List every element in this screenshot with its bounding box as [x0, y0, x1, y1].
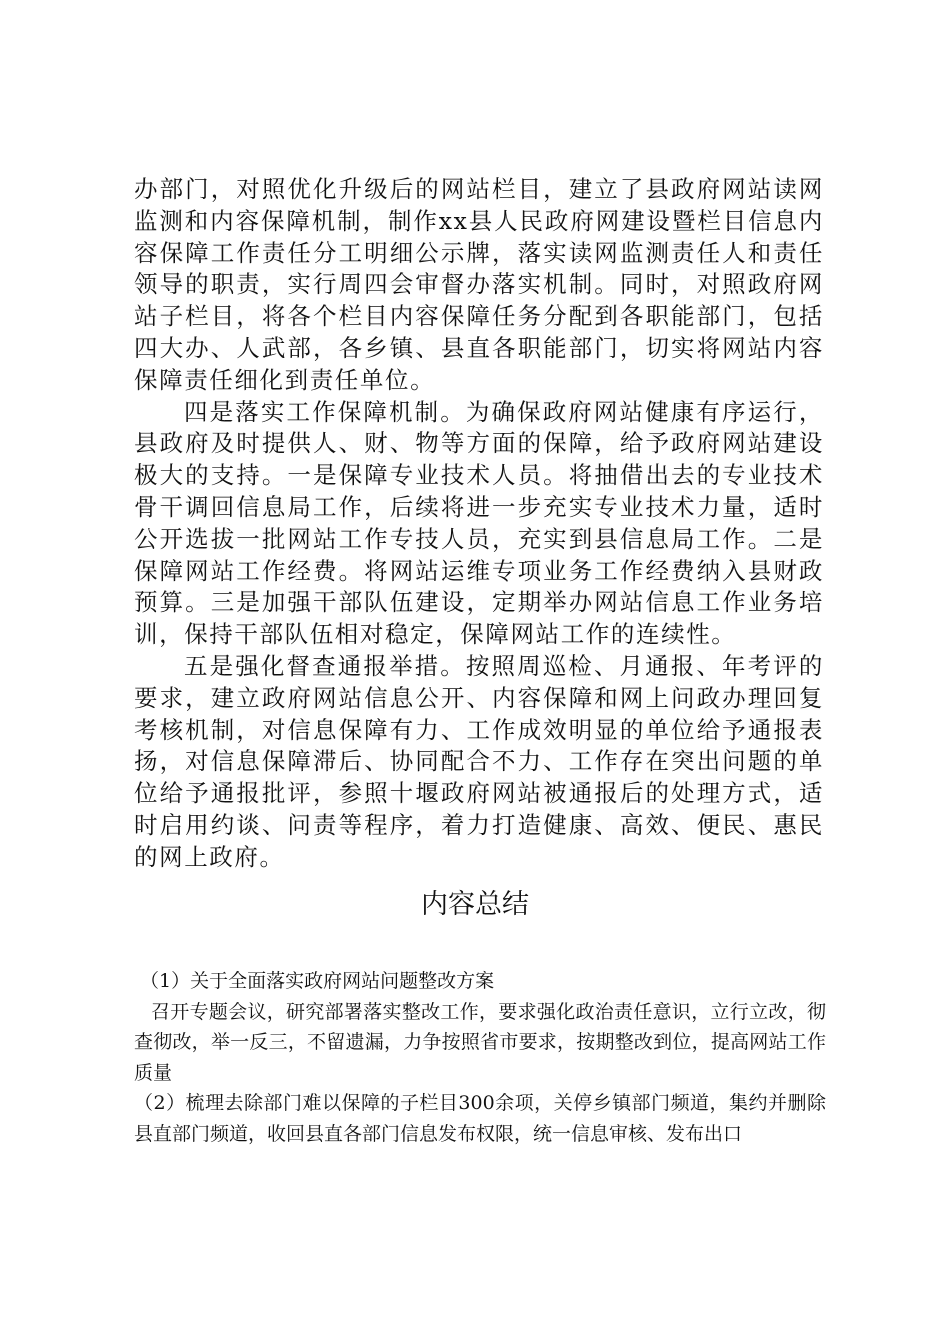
- body-paragraph-supervision-measures: 五是强化督查通报举措。按照周巡检、月通报、年考评的要求，建立政府网站信息公开、内容保障和网上问政办理回复考核机制，对信息保障有力、工作成效明显的单位给予通报表扬，对信息保障滞后、协同配合不力、工作存在突出问题的单位给予通报批评，参照十堰政府网站被通报后的处理方式，适时启用约谈、问责等程序，着力打造健康、高效、便民、惠民的网上政府。: [134, 651, 824, 871]
- summary-section: [134, 966, 826, 1149]
- summary-item-1-heading: （1）关于全面落实政府网站问题整改方案: [140, 970, 495, 992]
- summary-item-2-heading: （2）梳理去除部门难以保障的子栏目300余项，关停乡镇部门频道，集约并删除县直部门频道，收回县直各部门信息发布权限，统一信息审核、发布出口: [134, 1092, 826, 1145]
- body-paragraph-continued: 办部门，对照优化升级后的网站栏目，建立了县政府网站读网监测和内容保障机制，制作xx县人民政府网建设暨栏目信息内容保障工作责任分工明细公示牌，落实读网监测责任人和责任领导的职责，实行周四会审督办落实机制。同时，对照政府网站子栏目，将各个栏目内容保障任务分配到各职能部门，包括四大办、人武部，各乡镇、县直各职能部门，切实将网站内容保障责任细化到责任单位。: [134, 175, 824, 394]
- summary-item-1-body: 召开专题会议，研究部署落实整改工作，要求强化政治责任意识，立行立改，彻查彻改，举一反三，不留遗漏，力争按照省市要求，按期整改到位，提高网站工作质量: [134, 1000, 826, 1084]
- summary-title: 内容总结: [421, 889, 529, 920]
- document-body: [134, 174, 824, 874]
- body-paragraph-guarantee-mechanism: 四是落实工作保障机制。为确保政府网站健康有序运行，县政府及时提供人、财、物等方面的保障，给予政府网站建设极大的支持。一是保障专业技术人员。将抽借出去的专业技术骨干调回信息局工作，后续将进一步充实专业技术力量，适时公开选拔一批网站工作专技人员，充实到县信息局工作。二是保障网站工作经费。将网站运维专项业务工作经费纳入县财政预算。三是加强干部队伍建设，定期举办网站信息工作业务培训，保持干部队伍相对稳定，保障网站工作的连续性。: [134, 397, 824, 649]
